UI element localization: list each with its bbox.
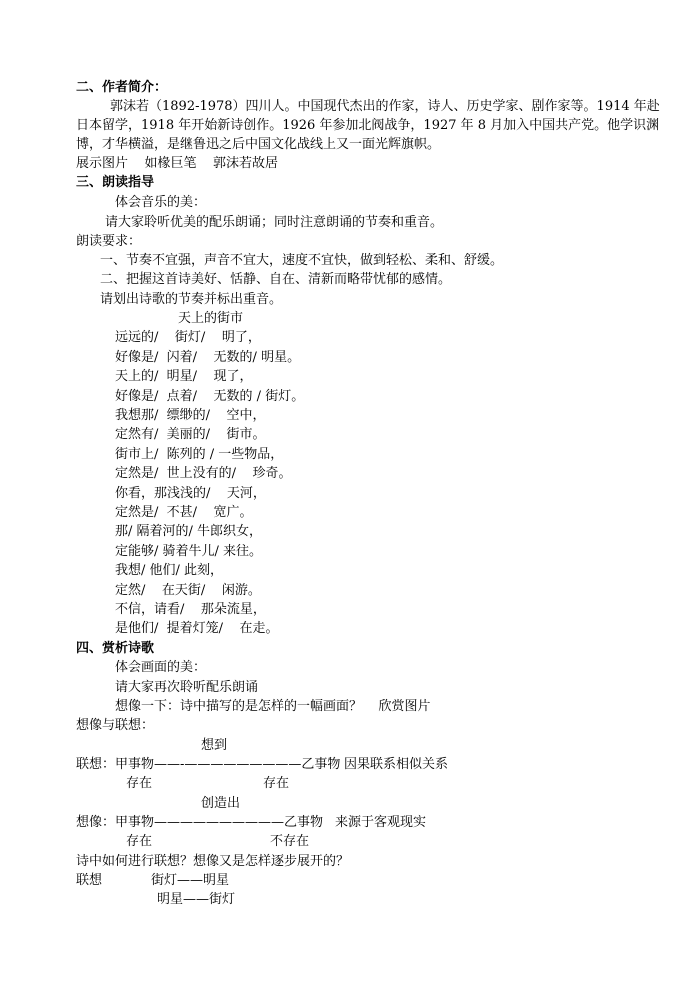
association-pair-1: 街灯——明星 — [151, 873, 230, 888]
requirement-1: 一、节奏不宜强，声音不宜大，速度不宜快，做到轻松、柔和、舒缓。 — [100, 253, 504, 268]
association-line: 联想：甲事物——-—————————乙事物 — [76, 757, 341, 772]
poem-line: 定然/ 在天街/ 闲游。 — [115, 583, 261, 598]
imagination-exists-left: 存在 — [126, 834, 153, 849]
poem-line: 定能够/ 骑着牛儿/ 来往。 — [115, 544, 263, 559]
requirements-label: 朗读要求： — [76, 234, 142, 249]
poem-line: 那/ 隔着河的/ 牛郎织女， — [115, 524, 263, 539]
poem-line: 天上的/ 明星/ 现了， — [115, 369, 253, 384]
listen-again-line: 请大家再次聆听配乐朗诵 — [115, 680, 259, 695]
poem-title: 天上的街市 — [178, 311, 244, 326]
imagination-line: 想像：甲事物——————————乙事物 — [76, 815, 324, 830]
question-text: 诗中如何进行联想？想像又是怎样逐步展开的？ — [76, 854, 350, 869]
question-association-label: 联想 — [76, 873, 103, 888]
author-bio-line-2: 日本留学，1918 年开始新诗创作。1926 年参加北阀战争，1927 年 8 月加入中国共产党。他学识渊 — [76, 118, 660, 133]
poem-line: 我想那/ 缥缈的/ 空中， — [115, 408, 266, 423]
poem-line: 我想/ 他们/ 此刻， — [115, 563, 224, 578]
author-bio-line-1: 郭沫若（1892-1978）四川人。中国现代杰出的作家，诗人、历史学家、剧作家等。1914 年赴 — [110, 99, 660, 114]
poem-line: 定然是/ 世上没有的/ 珍奇。 — [115, 466, 292, 481]
requirement-2: 二、把握这首诗美好、恬静、自在、清新而略带忧郁的感情。 — [100, 272, 452, 287]
imagine-line: 想像一下：诗中描写的是怎样的一幅画面？ 欣赏图片 — [115, 699, 431, 714]
listen-instruction: 请大家聆听优美的配乐朗诵；同时注意朗诵的节奏和重音。 — [105, 215, 444, 230]
imagination-note: 来源于客观现实 — [335, 815, 427, 830]
poem-line: 定然是/ 不甚/ 宽广。 — [115, 505, 253, 520]
imagination-not-exists-right: 不存在 — [270, 834, 310, 849]
author-bio-line-3: 博，才华横溢，是继鲁迅之后中国文化战线上又一面光辉旗帜。 — [76, 137, 441, 152]
poem-line: 是他们/ 提着灯笼/ 在走。 — [115, 621, 279, 636]
picture-beauty-line: 体会画面的美： — [115, 660, 207, 675]
music-beauty-line: 体会音乐的美： — [115, 195, 207, 210]
poem-line: 好像是/ 闪着/ 无数的/ 明星。 — [115, 350, 301, 365]
poem-line: 好像是/ 点着/ 无数的 / 街灯。 — [115, 389, 305, 404]
association-exists-left: 存在 — [126, 776, 153, 791]
imagination-association-label: 想像与联想： — [76, 718, 155, 733]
poem-line: 不信，请看/ 那朵流星， — [115, 602, 266, 617]
poem-line: 定然有/ 美丽的/ 街市。 — [115, 427, 266, 442]
association-pair-2: 明星——街灯 — [157, 892, 236, 907]
mark-rhythm-instruction: 请划出诗歌的节奏并标出重音。 — [100, 292, 283, 307]
author-heading: 二、作者简介： — [76, 80, 168, 95]
imagination-arrow-label: 创造出 — [201, 796, 241, 811]
association-note: 因果联系相似关系 — [344, 757, 449, 772]
analysis-heading: 四、赏析诗歌 — [76, 641, 155, 656]
reading-heading: 三、朗读指导 — [76, 175, 155, 190]
show-images-line: 展示图片 如椽巨笔 郭沫若故居 — [76, 156, 279, 171]
poem-line: 远远的/ 街灯/ 明了， — [115, 330, 261, 345]
poem-line: 你看，那浅浅的/ 天河， — [115, 486, 266, 501]
association-exists-right: 存在 — [263, 776, 290, 791]
association-arrow-label: 想到 — [201, 738, 228, 753]
poem-line: 街市上/ 陈列的 / 一些物品， — [115, 447, 284, 462]
